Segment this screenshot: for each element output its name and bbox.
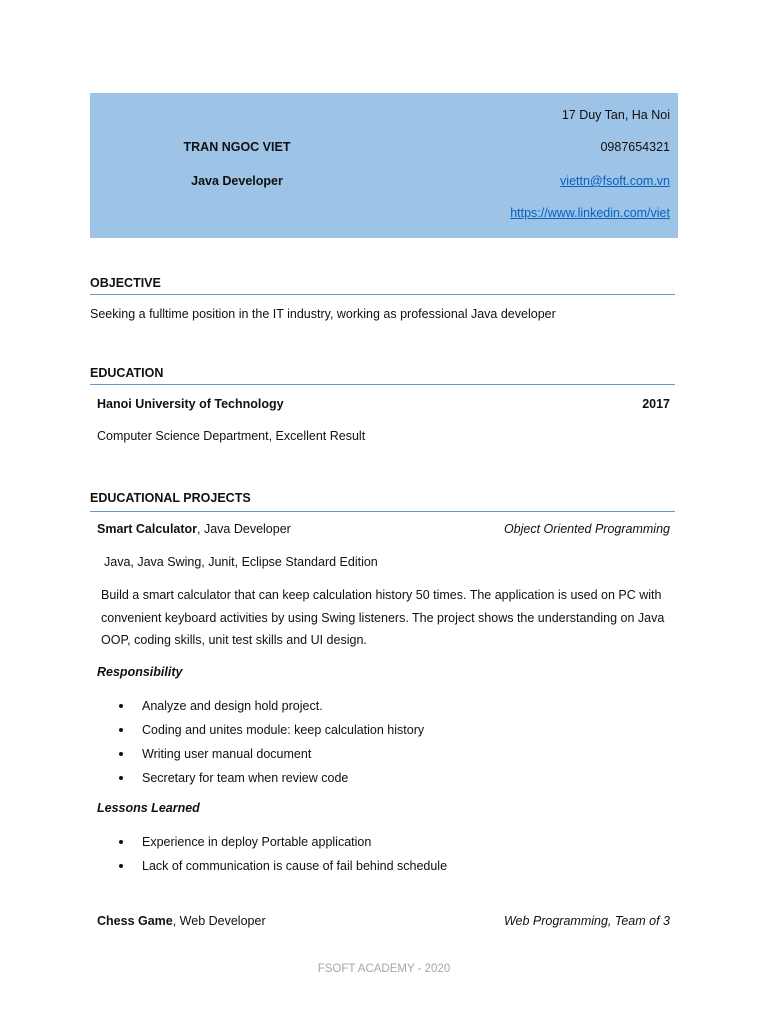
bullet-icon [119,704,123,708]
graduation-year: 2017 [642,397,670,411]
bullet-icon [119,840,123,844]
phone-text: 0987654321 [600,140,670,154]
project-title [97,913,266,929]
email-link[interactable]: viettn@fsoft.com.vn [560,174,670,188]
project-name: Smart Calculator [97,522,198,536]
section-divider [90,511,675,512]
candidate-title: Java Developer [191,174,283,188]
project-course: Web Programming, Team of 3 [503,914,670,928]
responsibility-heading: Responsibility [97,665,183,679]
section-divider [90,384,675,385]
list-item-text: Lack of communication is cause of fail behind schedule [142,859,448,873]
list-item [97,766,424,790]
page-footer: FSOFT ACADEMY - 2020 [317,963,451,975]
project-description: Build a smart calculator that can keep calculation history 50 times. The application is used on PC with convenient keyboard activities by using Swing listeners. The project shows the understanding on Java OOP, coding skills, unit test skills and UI design. [101,588,665,647]
responsibility-list [97,694,424,790]
linkedin-link[interactable]: https://www.linkedin.com/viet [510,206,670,220]
project-role: , Java Developer [197,522,291,536]
list-item-text: Coding and unites module: keep calculation history [142,723,425,737]
section-heading-objective: OBJECTIVE [90,276,161,290]
project-course: Object Oriented Programming [503,522,670,536]
list-item-text: Analyze and design hold project. [142,699,323,713]
list-item [97,854,447,878]
education-detail: Computer Science Department, Excellent Result [97,429,366,443]
bullet-icon [119,728,123,732]
project-name: Chess Game [97,914,173,928]
list-item [97,742,424,766]
lessons-list [97,830,447,878]
linkedin-row [510,205,670,221]
address-text: 17 Duy Tan, Ha Noi [561,108,670,122]
project-title [97,521,291,537]
lessons-heading: Lessons Learned [97,801,200,815]
objective-text: Seeking a fulltime position in the IT industry, working as professional Java developer [90,307,556,321]
project-technologies: Java, Java Swing, Junit, Eclipse Standard Edition [104,555,378,569]
list-item [97,718,424,742]
list-item [97,830,447,854]
bullet-icon [119,864,123,868]
school-name: Hanoi University of Technology [97,397,284,411]
project-role: , Web Developer [172,914,266,928]
list-item-text: Secretary for team when review code [142,771,349,785]
list-item [97,694,424,718]
section-divider [90,294,675,295]
bullet-icon [119,776,123,780]
email-row [560,173,670,189]
section-heading-education: EDUCATION [90,366,164,380]
candidate-name: TRAN NGOC VIET [183,140,291,154]
section-heading-projects: EDUCATIONAL PROJECTS [90,491,251,505]
bullet-icon [119,752,123,756]
list-item-text: Experience in deploy Portable application [142,835,372,849]
list-item-text: Writing user manual document [142,747,312,761]
